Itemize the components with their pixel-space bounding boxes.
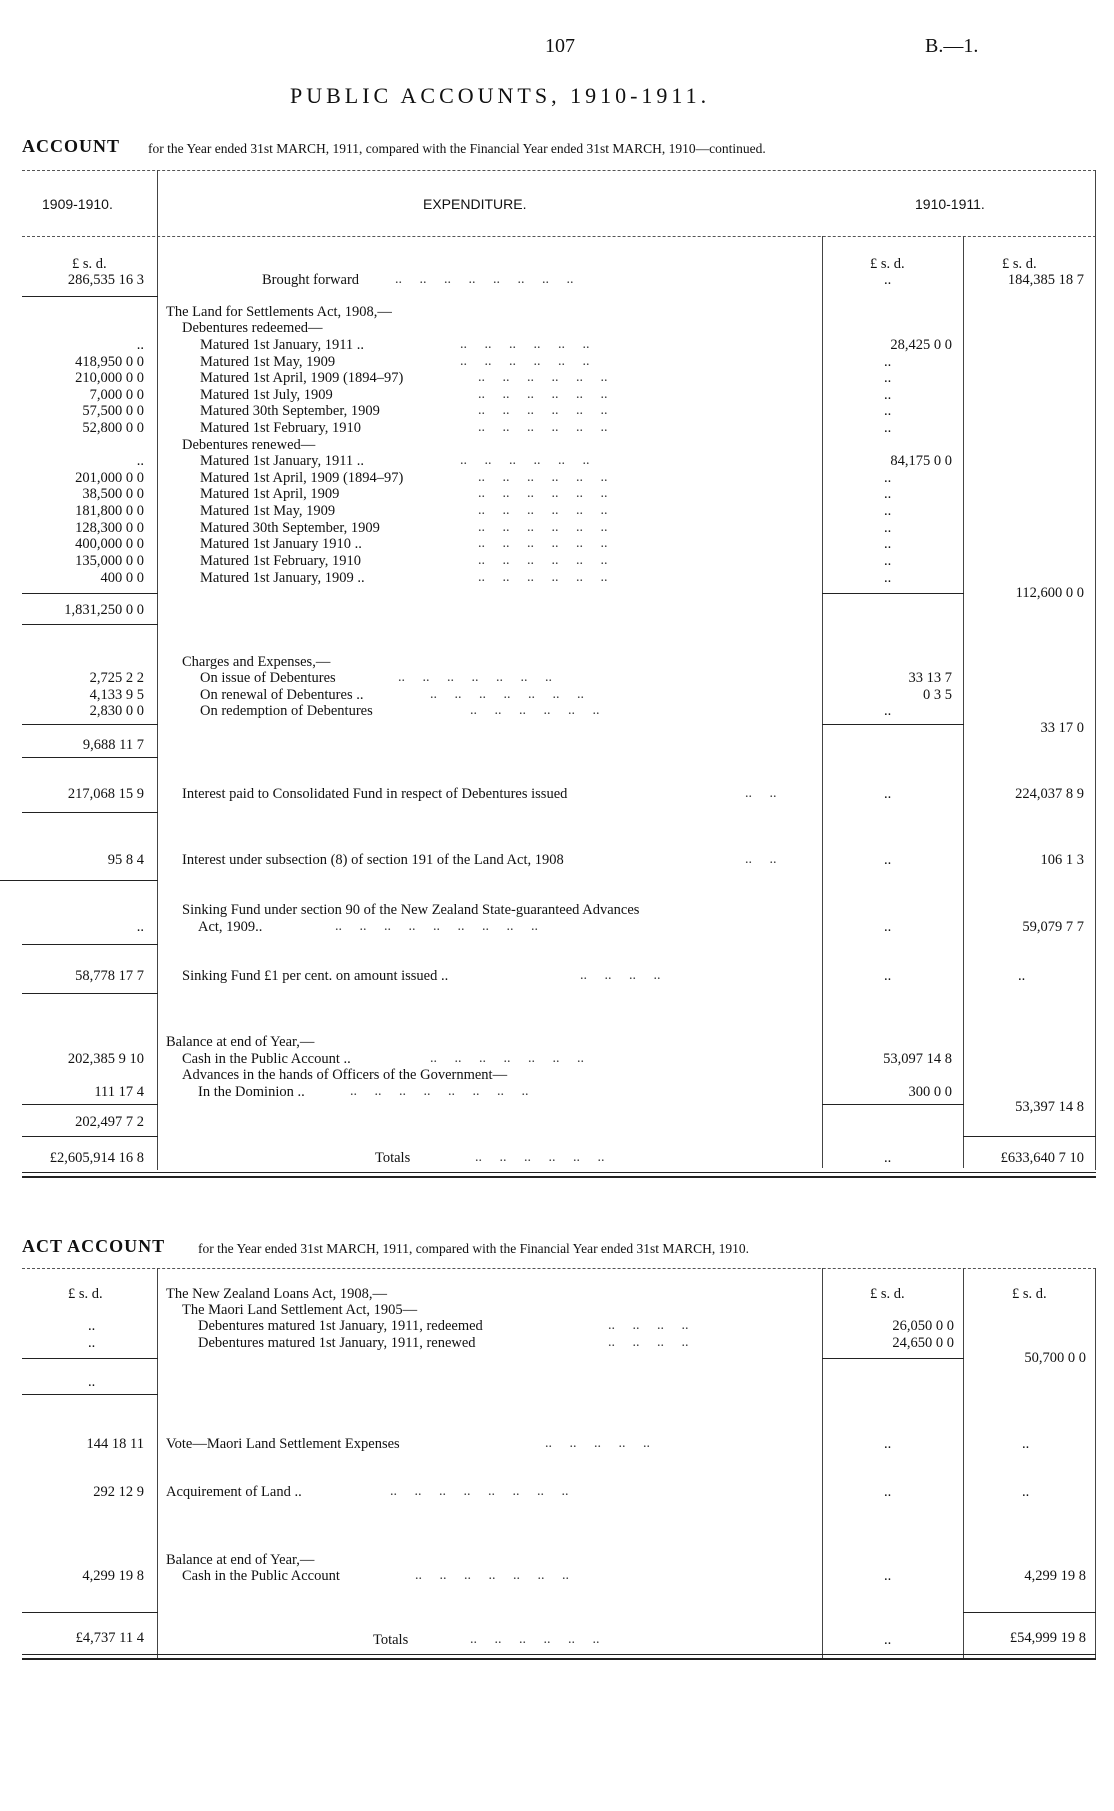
amount: 24,650 0 0 (892, 1335, 954, 1351)
amount: .. (884, 536, 892, 552)
prev-amount: 2,725 2 2 (89, 670, 144, 686)
totals-prev: £4,737 11 4 (75, 1630, 144, 1646)
prev-amount: .. (136, 919, 144, 935)
page-number: 107 (545, 35, 575, 57)
amount: 53,097 14 8 (883, 1051, 952, 1067)
row-label: Cash in the Public Account (182, 1568, 340, 1584)
rule (22, 1394, 158, 1395)
column-rule (963, 236, 964, 1168)
prev-amount: 2,830 0 0 (89, 703, 144, 719)
amount: .. (884, 852, 892, 868)
row-label: Matured 1st April, 1909 (1894–97) (200, 370, 404, 386)
column-rule (963, 1268, 964, 1658)
totals-curr: £633,640 7 10 (1000, 1150, 1084, 1166)
section-heading: Charges and Expenses,— (182, 654, 331, 670)
prev-amount: 292 12 9 (93, 1484, 144, 1500)
amount: .. (884, 370, 892, 386)
row-label: Cash in the Public Account .. (182, 1051, 351, 1067)
amount: 0 3 5 (923, 687, 952, 703)
document-reference: B.—1. (925, 35, 979, 57)
rule (22, 1654, 1096, 1655)
amount: .. (884, 354, 892, 370)
rule (0, 880, 158, 881)
row-label: On renewal of Debentures .. (200, 687, 364, 703)
amount: .. (884, 486, 892, 502)
rule (22, 1176, 1096, 1178)
rule (822, 724, 964, 725)
rule (22, 1358, 158, 1359)
section-heading: Balance at end of Year,— (166, 1552, 315, 1568)
total-amount: .. (1018, 968, 1026, 984)
row-label: Matured 1st July, 1909 (200, 387, 333, 403)
prev-amount: 111 17 4 (94, 1084, 144, 1100)
leader-dots: .. .. .. .. .. .. (478, 387, 608, 402)
rule (822, 593, 964, 594)
column-rule (822, 1268, 823, 1658)
row-label: Matured 1st February, 1910 (200, 420, 361, 436)
rule (963, 1136, 1096, 1137)
leader-dots: .. .. .. .. .. .. (460, 453, 590, 468)
column-rule (1095, 1268, 1096, 1658)
row-label: Debentures matured 1st January, 1911, renewed (198, 1335, 476, 1351)
amount: .. (884, 786, 892, 802)
amount: .. (884, 503, 892, 519)
leader-dots: .. .. .. .. .. .. (475, 1150, 605, 1165)
leader-dots: .. .. (745, 852, 777, 867)
row-label: On redemption of Debentures (200, 703, 373, 719)
prev-amount: 58,778 17 7 (75, 968, 144, 984)
leader-dots: .. .. .. .. .. .. (478, 486, 608, 501)
prev-amount: .. (88, 1335, 96, 1351)
rule (22, 724, 158, 725)
column-rule (1095, 170, 1096, 1170)
totals-prev: £2,605,914 16 8 (49, 1150, 144, 1166)
subtotal-prev: 1,831,250 0 0 (64, 602, 144, 618)
row-label: Matured 1st January, 1909 .. (200, 570, 365, 586)
amount: .. (884, 403, 892, 419)
prev-amount: 400 0 0 (100, 570, 144, 586)
amount: .. (884, 470, 892, 486)
prev-amount: 202,385 9 10 (67, 1051, 144, 1067)
prev-amount: 400,000 0 0 (75, 536, 144, 552)
rule (22, 170, 1096, 171)
leader-dots: .. .. .. .. .. .. (470, 1632, 600, 1647)
subtotal-prev: 202,497 7 2 (75, 1114, 144, 1130)
total-amount: 224,037 8 9 (1015, 786, 1084, 802)
subtotal-prev: .. (88, 1374, 96, 1390)
prev-amount: 217,068 15 9 (67, 786, 144, 802)
total-amount: 106 1 3 (1040, 852, 1084, 868)
rule (22, 1172, 1096, 1173)
rule (963, 1612, 1096, 1613)
subsection-heading: Debentures renewed— (182, 437, 316, 453)
prev-amount: 4,133 9 5 (89, 687, 144, 703)
rule (22, 993, 158, 994)
amount: .. (884, 570, 892, 586)
rule (22, 812, 158, 813)
column-rule (157, 1268, 158, 1658)
prev-amount: 286,535 16 3 (67, 272, 144, 288)
rule (22, 1136, 158, 1137)
subtotal-curr: 53,397 14 8 (1015, 1099, 1084, 1115)
prev-amount: 128,300 0 0 (75, 520, 144, 536)
totals-curr: £54,999 19 8 (1009, 1630, 1086, 1646)
prev-amount: 181,800 0 0 (75, 503, 144, 519)
prev-amount: 95 8 4 (107, 852, 144, 868)
section-heading: The New Zealand Loans Act, 1908,— (166, 1286, 388, 1302)
leader-dots: .. .. .. .. (608, 1335, 689, 1350)
totals-label: Totals (373, 1632, 409, 1648)
amount: .. (884, 520, 892, 536)
amount: .. (884, 1632, 892, 1648)
row-label: Matured 1st April, 1909 (1894–97) (200, 470, 404, 486)
total-amount: 59,079 7 7 (1022, 919, 1084, 935)
amount: .. (884, 420, 892, 436)
amount: .. (884, 968, 892, 984)
row-label: On issue of Debentures (200, 670, 336, 686)
subsection-heading: The Maori Land Settlement Act, 1905— (182, 1302, 418, 1318)
lsd-header: £ s. d. (1002, 256, 1037, 272)
section-heading: The Land for Settlements Act, 1908,— (166, 304, 392, 320)
lsd-header: £ s. d. (870, 256, 905, 272)
row-label: Matured 1st April, 1909 (200, 486, 340, 502)
row-label: Matured 1st February, 1910 (200, 553, 361, 569)
leader-dots: .. .. .. .. .. .. (478, 420, 608, 435)
row-label: Matured 30th September, 1909 (200, 520, 380, 536)
lsd-header: £ s. d. (72, 256, 107, 272)
rule (22, 1612, 158, 1613)
section-heading: Balance at end of Year,— (166, 1034, 315, 1050)
rule (22, 624, 158, 625)
account-title: ACCOUNT (22, 136, 121, 156)
rule (822, 1104, 964, 1105)
prev-amount: 135,000 0 0 (75, 553, 144, 569)
row-label: Interest paid to Consolidated Fund in respect of Debentures issued (182, 786, 568, 802)
row-label: Act, 1909.. (198, 919, 263, 935)
amount: .. (884, 703, 892, 719)
amount: .. (884, 553, 892, 569)
row-label: Debentures matured 1st January, 1911, redeemed (198, 1318, 483, 1334)
lsd-header: £ s. d. (870, 1286, 905, 1302)
prev-amount: .. (136, 337, 144, 353)
amount: .. (884, 1568, 892, 1584)
rule (22, 593, 158, 594)
subtotal-curr: 112,600 0 0 (1015, 585, 1084, 601)
row-label: Matured 1st January, 1911 .. (200, 337, 365, 353)
prev-amount: 144 18 11 (86, 1436, 144, 1452)
leader-dots: .. .. .. .. (580, 968, 661, 983)
account-title: ACT ACCOUNT (22, 1236, 166, 1256)
prev-amount: 57,500 0 0 (82, 403, 144, 419)
leader-dots: .. .. .. .. .. .. (478, 370, 608, 385)
amount: .. (884, 1484, 892, 1500)
prev-amount: 7,000 0 0 (89, 387, 144, 403)
leader-dots: .. .. .. .. .. .. (478, 553, 608, 568)
leader-dots: .. .. .. .. .. .. (478, 403, 608, 418)
total-amount: .. (1022, 1484, 1030, 1500)
total-amount: 4,299 19 8 (1024, 1568, 1086, 1584)
prev-amount: 201,000 0 0 (75, 470, 144, 486)
lsd-header: £ s. d. (1012, 1286, 1047, 1302)
amount: .. (884, 387, 892, 403)
page-title: PUBLIC ACCOUNTS, 1910-1911. (290, 83, 711, 108)
row-label: Interest under subsection (8) of section 191 of the Land Act, 1908 (182, 852, 564, 868)
prev-amount: .. (88, 1318, 96, 1334)
prev-amount: .. (136, 453, 144, 469)
amount: .. (884, 272, 892, 288)
row-label: Sinking Fund under section 90 of the New Zealand State-guaranteed Advances (182, 902, 640, 918)
column-rule (822, 236, 823, 1168)
row-label: Matured 30th September, 1909 (200, 403, 380, 419)
rule (22, 296, 158, 297)
leader-dots: .. .. .. .. (608, 1318, 689, 1333)
leader-dots: .. .. .. .. .. .. (478, 503, 608, 518)
account-subtitle: for the Year ended 31st MARCH, 1911, compared with the Financial Year ended 31st MARCH, 1910—continued. (148, 141, 766, 156)
rule (22, 236, 1096, 237)
row-label: Matured 1st May, 1909 (200, 354, 336, 370)
leader-dots: .. .. .. .. .. .. .. .. (395, 272, 574, 287)
leader-dots: .. .. .. .. .. .. (470, 703, 600, 718)
column-header-1909-1910: 1909-1910. (42, 196, 113, 212)
leader-dots: .. .. .. .. .. (545, 1436, 650, 1451)
prev-amount: 38,500 0 0 (82, 486, 144, 502)
rule (22, 1268, 1096, 1269)
rule (22, 1658, 1096, 1660)
leader-dots: .. .. .. .. .. .. .. (398, 670, 552, 685)
column-header-1910-1911: 1910-1911. (915, 196, 985, 212)
column-rule (157, 170, 158, 1170)
rule (22, 944, 158, 945)
leader-dots: .. .. .. .. .. .. (460, 354, 590, 369)
leader-dots: .. .. .. .. .. .. (478, 536, 608, 551)
leader-dots: .. .. (745, 786, 777, 801)
row-label: Matured 1st January 1910 .. (200, 536, 362, 552)
rule (22, 757, 158, 758)
total-amount: 184,385 18 7 (1007, 272, 1084, 288)
row-label: Sinking Fund £1 per cent. on amount issued .. (182, 968, 449, 984)
row-label: Matured 1st January, 1911 .. (200, 453, 365, 469)
lsd-header: £ s. d. (68, 1286, 103, 1302)
rule (22, 1104, 158, 1105)
subtotal-prev: 9,688 11 7 (82, 737, 144, 753)
prev-amount: 52,800 0 0 (82, 420, 144, 436)
leader-dots: .. .. .. .. .. .. .. .. (350, 1084, 529, 1099)
column-header-expenditure: EXPENDITURE. (423, 196, 527, 212)
leader-dots: .. .. .. .. .. .. .. .. .. (335, 919, 538, 934)
subsection-heading: Debentures redeemed— (182, 320, 323, 336)
total-amount: .. (1022, 1436, 1030, 1452)
leader-dots: .. .. .. .. .. .. .. (430, 687, 584, 702)
amount: 28,425 0 0 (890, 337, 952, 353)
leader-dots: .. .. .. .. .. .. (460, 337, 590, 352)
row-label: Acquirement of Land .. (166, 1484, 302, 1500)
amount: 33 13 7 (908, 670, 952, 686)
leader-dots: .. .. .. .. .. .. (478, 470, 608, 485)
subsection-heading: Advances in the hands of Officers of the Government— (182, 1067, 508, 1083)
prev-amount: 4,299 19 8 (82, 1568, 144, 1584)
row-label: In the Dominion .. (198, 1084, 305, 1100)
row-label: Brought forward (262, 272, 360, 288)
amount: 26,050 0 0 (892, 1318, 954, 1334)
row-label: Vote—Maori Land Settlement Expenses (166, 1436, 400, 1452)
amount: .. (884, 919, 892, 935)
subtotal-curr: 50,700 0 0 (1024, 1350, 1086, 1366)
amount: .. (884, 1150, 892, 1166)
amount: 300 0 0 (908, 1084, 952, 1100)
totals-label: Totals (375, 1150, 411, 1166)
prev-amount: 418,950 0 0 (75, 354, 144, 370)
prev-amount: 210,000 0 0 (75, 370, 144, 386)
amount: .. (884, 1436, 892, 1452)
row-label: Matured 1st May, 1909 (200, 503, 336, 519)
amount: 84,175 0 0 (890, 453, 952, 469)
rule (822, 1358, 964, 1359)
leader-dots: .. .. .. .. .. .. .. (415, 1568, 569, 1583)
leader-dots: .. .. .. .. .. .. (478, 570, 608, 585)
leader-dots: .. .. .. .. .. .. .. .. (390, 1484, 569, 1499)
leader-dots: .. .. .. .. .. .. .. (430, 1051, 584, 1066)
leader-dots: .. .. .. .. .. .. (478, 520, 608, 535)
subtotal-curr: 33 17 0 (1040, 720, 1084, 736)
account-subtitle: for the Year ended 31st MARCH, 1911, compared with the Financial Year ended 31st MARCH, 1910. (198, 1241, 750, 1256)
